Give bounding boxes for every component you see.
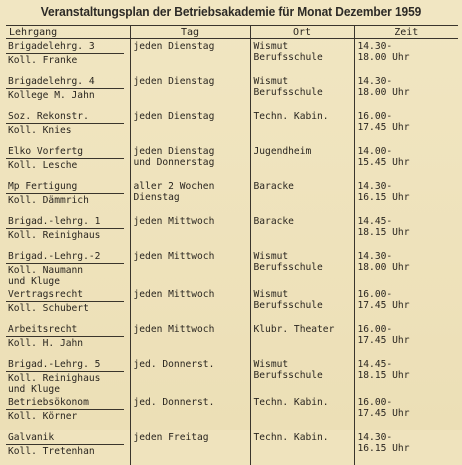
header-lehrgang: Lehrgang [6, 26, 130, 39]
time-cell: 14.45- 18.15 Uhr [354, 357, 458, 395]
lehrgang-cell [6, 430, 130, 465]
location-cell: Jugendheim [250, 144, 354, 179]
location-cell: Wismut Berufsschule [250, 287, 354, 322]
location-cell: Techn. Kabin. [250, 430, 354, 465]
day-cell: jeden Mittwoch [130, 287, 250, 322]
course-name: Elko Vorfertg [6, 146, 124, 159]
table-row [6, 214, 458, 249]
table-row [6, 322, 458, 357]
course-name: Vertragsrecht [6, 289, 124, 302]
instructor-name: Koll. Reinighaus und Kluge [8, 373, 101, 395]
course-name: Soz. Rekonstr. [6, 111, 124, 124]
location-cell: Wismut Berufsschule [250, 39, 354, 75]
lehrgang-cell [6, 214, 130, 249]
instructor-name: Koll. Körner [8, 411, 78, 422]
time-cell: 16.00- 17.45 Uhr [354, 395, 458, 430]
day-cell: aller 2 Wochen Dienstag [130, 179, 250, 214]
lehrgang-cell [6, 287, 130, 322]
course-name: Brigadelehrg. 3 [6, 41, 124, 54]
lehrgang-cell [6, 179, 130, 214]
table-row [6, 144, 458, 179]
instructor-name: Koll. Schubert [8, 303, 89, 314]
location-cell: Techn. Kabin. [250, 109, 354, 144]
course-name: Brigadelehrg. 4 [6, 76, 124, 89]
table-row [6, 287, 458, 322]
instructor-name: Koll. Dämmrich [8, 195, 89, 206]
instructor-name: Koll. Franke [8, 55, 78, 66]
lehrgang-cell [6, 144, 130, 179]
instructor-name: Koll. H. Jahn [8, 338, 84, 349]
location-cell: Baracke [250, 179, 354, 214]
day-cell: jeden Mittwoch [130, 249, 250, 287]
location-cell: Klubr. Theater [250, 322, 354, 357]
day-cell: jed. Donnerst. [130, 357, 250, 395]
lehrgang-cell [6, 357, 130, 395]
instructor-name: Koll. Reinighaus [8, 230, 101, 241]
day-cell: jeden Dienstag und Donnerstag [130, 144, 250, 179]
time-cell: 14.30- 18.00 Uhr [354, 39, 458, 75]
time-cell: 14.30- 18.00 Uhr [354, 249, 458, 287]
course-name: Mp Fertigung [6, 181, 124, 194]
schedule-table [6, 25, 458, 465]
time-cell: 16.00- 17.45 Uhr [354, 287, 458, 322]
location-cell: Baracke [250, 214, 354, 249]
day-cell: jed. Donnerst. [130, 395, 250, 430]
instructor-name: Koll. Tretenhan [8, 446, 95, 457]
table-row [6, 357, 458, 395]
day-cell: jeden Dienstag [130, 109, 250, 144]
lehrgang-cell [6, 39, 130, 75]
time-cell: 14.30- 16.15 Uhr [354, 179, 458, 214]
lehrgang-cell [6, 322, 130, 357]
instructor-name: Kollege M. Jahn [8, 90, 95, 101]
instructor-name: Koll. Lesche [8, 160, 78, 171]
table-row [6, 179, 458, 214]
time-cell: 14.00- 15.45 Uhr [354, 144, 458, 179]
location-cell: Techn. Kabin. [250, 395, 354, 430]
day-cell: jeden Dienstag [130, 39, 250, 75]
time-cell: 16.00- 17.45 Uhr [354, 109, 458, 144]
day-cell: jeden Dienstag [130, 74, 250, 109]
lehrgang-cell [6, 249, 130, 287]
time-cell: 16.00- 17.45 Uhr [354, 322, 458, 357]
header-tag: Tag [130, 26, 250, 39]
day-cell: jeden Mittwoch [130, 214, 250, 249]
table-row [6, 39, 458, 75]
time-cell: 14.30- 16.15 Uhr [354, 430, 458, 465]
location-cell: Wismut Berufsschule [250, 357, 354, 395]
table-row [6, 249, 458, 287]
course-name: Galvanik [6, 432, 124, 445]
location-cell: Wismut Berufsschule [250, 249, 354, 287]
day-cell: jeden Freitag [130, 430, 250, 465]
day-cell: jeden Mittwoch [130, 322, 250, 357]
table-row [6, 395, 458, 430]
location-cell: Wismut Berufsschule [250, 74, 354, 109]
course-name: Arbeitsrecht [6, 324, 124, 337]
table-row [6, 74, 458, 109]
table-row [6, 430, 458, 465]
course-name: Brigad.-lehrg. 1 [6, 216, 124, 229]
header-row [6, 26, 458, 39]
time-cell: 14.30- 18.00 Uhr [354, 74, 458, 109]
header-ort: Ort [250, 26, 354, 39]
page-title: Veranstaltungsplan der Betriebsakademie für Monat Dezember 1959 [40, 4, 422, 19]
table-row [6, 109, 458, 144]
header-zeit: Zeit [354, 26, 458, 39]
lehrgang-cell [6, 109, 130, 144]
course-name: Betriebsökonom [6, 397, 124, 410]
time-cell: 14.45- 18.15 Uhr [354, 214, 458, 249]
instructor-name: Koll. Naumann und Kluge [8, 265, 84, 287]
course-name: Brigad.-Lehrg.-2 [6, 251, 124, 264]
lehrgang-cell [6, 74, 130, 109]
course-name: Brigad.-Lehrg. 5 [6, 359, 124, 372]
instructor-name: Koll. Knies [8, 125, 72, 136]
lehrgang-cell [6, 395, 130, 430]
